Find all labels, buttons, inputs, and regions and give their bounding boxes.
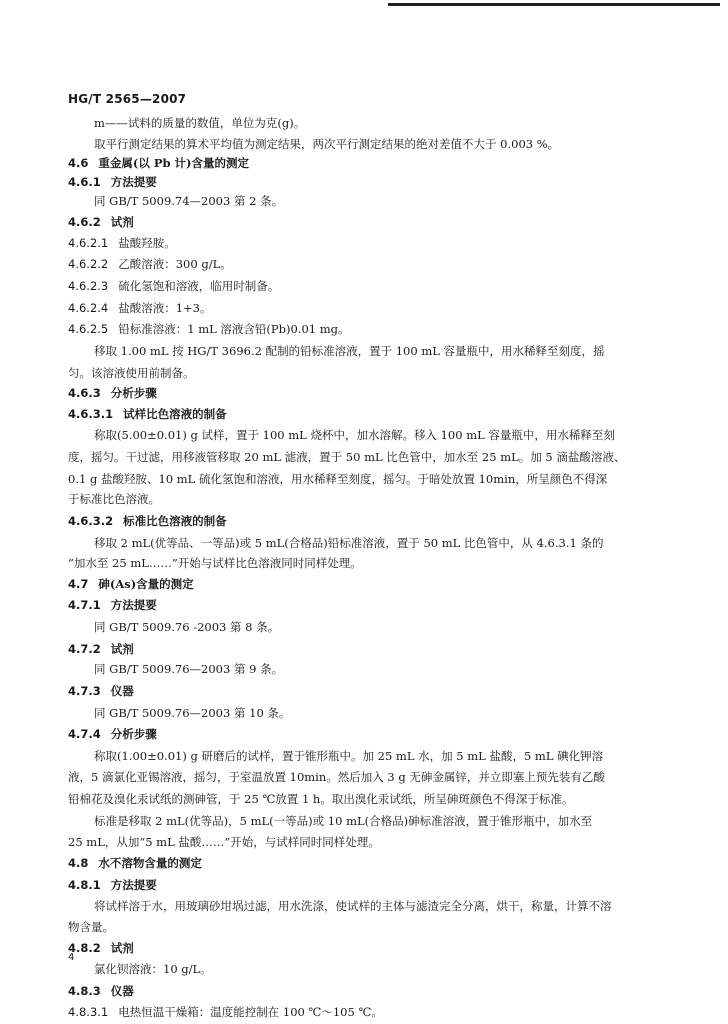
section-number: 4.7.3 — [68, 684, 101, 698]
section-heading — [68, 385, 157, 401]
paragraph-line — [94, 427, 615, 443]
line-text: 同 GB/T 5009.74—2003 第 2 条。 — [94, 194, 284, 208]
section-number: 4.6.2 — [68, 215, 101, 229]
page-number: 4 — [68, 952, 75, 963]
line-text: 物含量。 — [68, 920, 114, 934]
section-number: 4.6.2.1 — [68, 236, 109, 250]
line-text: 乙酸溶液：300 g/L。 — [118, 257, 232, 271]
line-text: 试剂 — [110, 941, 134, 955]
line-text: 试剂 — [110, 642, 134, 656]
section-heading — [68, 174, 157, 190]
paragraph-line — [68, 321, 350, 337]
section-heading — [68, 983, 134, 999]
section-heading — [68, 877, 157, 893]
paragraph-line — [94, 619, 279, 635]
paragraph-line — [94, 343, 605, 359]
section-number: 4.6.2.4 — [68, 301, 109, 315]
line-text: 盐酸溶液：1+3。 — [118, 301, 212, 315]
line-text: 方法提要 — [110, 878, 157, 892]
section-number: 4.6.2.5 — [68, 322, 109, 336]
line-text: 25 mL，从加“5 mL 盐酸……”开始，与试样同时同样处理。 — [68, 835, 380, 849]
line-text: 将试样溶于水，用玻璃砂坩埚过滤，用水洗涤，使试样的主体与滤渣完全分离，烘干，称量，计算不溶 — [94, 899, 612, 913]
line-text: 同 GB/T 5009.76—2003 第 9 条。 — [94, 662, 284, 676]
paragraph-line — [68, 471, 607, 487]
section-heading — [68, 855, 202, 871]
paragraph-line — [68, 278, 279, 294]
section-heading — [68, 214, 134, 230]
line-text: 称取(1.00±0.01) g 研磨后的试样，置于锥形瓶中。加 25 mL 水，加 5 mL 盐酸，5 mL 碘化钾溶 — [94, 749, 604, 763]
line-text: 重金属(以 Pb 计)含量的测定 — [98, 156, 249, 170]
paragraph-line — [68, 491, 160, 507]
line-text: 0.1 g 盐酸羟胺、10 mL 硫化氢饱和溶液，用水稀释至刻度，摇匀。于暗处放置 10min，所呈颜色不得深 — [68, 472, 608, 486]
line-text: 试剂 — [110, 215, 134, 229]
paragraph-line — [94, 535, 603, 551]
standard-code: HG/T 2565—2007 — [68, 92, 187, 106]
line-text: 移取 2 mL(优等品、一等品)或 5 mL(合格品)铅标准溶液，置于 50 mL 比色管中，从 4.6.3.1 条的 — [94, 536, 604, 550]
section-heading — [68, 513, 227, 529]
line-text: 铅标准溶液：1 mL 溶液含铅(Pb)0.01 mg。 — [118, 322, 350, 336]
paragraph-line — [94, 748, 603, 764]
line-text: 液，5 滴氯化亚锡溶液，摇匀，于室温放置 10min。然后加入 3 g 无砷金属锌，并立即塞上预先装有乙酸 — [68, 770, 605, 784]
line-text: “加水至 25 mL……”开始与试样比色溶液同时同样处理。 — [68, 556, 362, 570]
section-heading — [68, 726, 157, 742]
section-heading — [68, 641, 134, 657]
section-number: 4.8.3.1 — [68, 1005, 109, 1019]
line-text: 仪器 — [110, 984, 134, 998]
section-number: 4.6.1 — [68, 175, 101, 189]
line-text: 水不溶物含量的测定 — [98, 856, 202, 870]
line-text: 方法提要 — [110, 175, 157, 189]
line-text: 分析步骤 — [110, 386, 157, 400]
section-heading — [68, 406, 227, 422]
paragraph-line — [68, 256, 232, 272]
line-text: 分析步骤 — [110, 727, 157, 741]
paragraph-line — [94, 193, 283, 209]
line-text: 方法提要 — [110, 598, 157, 612]
paragraph-line — [68, 300, 212, 316]
line-text: 标准是移取 2 mL(优等品)，5 mL(一等品)或 10 mL(合格品)砷标准溶液，置于锥形瓶中，加水至 — [94, 814, 593, 828]
paragraph-line — [94, 136, 559, 152]
section-number: 4.8.3 — [68, 984, 101, 998]
paragraph-line — [68, 365, 195, 381]
line-text: 硫化氢饱和溶液，临用时制备。 — [118, 279, 280, 293]
paragraph-line — [94, 705, 290, 721]
paragraph-line — [68, 919, 114, 935]
paragraph-line — [94, 661, 283, 677]
section-number: 4.7.4 — [68, 727, 101, 741]
section-number: 4.6.3 — [68, 386, 101, 400]
line-text: 同 GB/T 5009.76 -2003 第 8 条。 — [94, 620, 280, 634]
paragraph-line — [68, 769, 605, 785]
section-number: 4.7.1 — [68, 598, 101, 612]
section-number: 4.7 — [68, 577, 89, 591]
paragraph-line — [94, 961, 212, 977]
section-number: 4.6.3.1 — [68, 407, 114, 421]
line-text: 度，摇匀。干过滤，用移液管移取 20 mL 滤液，置于 50 mL 比色管中，加水至 25 mL。加 5 滴盐酸溶液、 — [68, 450, 626, 464]
line-text: 砷(As)含量的测定 — [98, 577, 194, 591]
line-text: 同 GB/T 5009.76—2003 第 10 条。 — [94, 706, 291, 720]
paragraph-line — [68, 1004, 383, 1020]
section-heading — [68, 597, 157, 613]
line-text: m——试料的质量的数值，单位为克(g)。 — [94, 116, 306, 130]
section-heading — [68, 155, 249, 171]
line-text: 仪器 — [110, 684, 134, 698]
line-text: 盐酸羟胺。 — [118, 236, 176, 250]
section-heading — [68, 940, 134, 956]
paragraph-line — [68, 834, 380, 850]
line-text: 电热恒温干燥箱：温度能控制在 100 ℃～105 ℃。 — [118, 1005, 383, 1019]
section-number: 4.8 — [68, 856, 89, 870]
section-number: 4.8.1 — [68, 878, 101, 892]
paragraph-line — [68, 235, 176, 251]
line-text: 称取(5.00±0.01) g 试样，置于 100 mL 烧杯中，加水溶解。移入 100 mL 容量瓶中，用水稀释至刻 — [94, 428, 615, 442]
line-text: 氯化钡溶液：10 g/L。 — [94, 962, 212, 976]
paragraph-line — [68, 449, 625, 465]
line-text: 于标准比色溶液。 — [68, 492, 160, 506]
section-number: 4.6.2.2 — [68, 257, 109, 271]
line-text: 铅棉花及溴化汞试纸的测砷管，于 25 ℃放置 1 h。取出溴化汞试纸，所呈砷斑颜色不得深于标准。 — [68, 792, 574, 806]
line-text: 试样比色溶液的制备 — [123, 407, 227, 421]
header-rule — [388, 3, 720, 6]
section-number: 4.6.2.3 — [68, 279, 109, 293]
section-heading — [68, 576, 194, 592]
line-text: 取平行测定结果的算术平均值为测定结果，两次平行测定结果的绝对差值不大于 0.003 %。 — [94, 137, 560, 151]
line-text: 标准比色溶液的制备 — [123, 514, 227, 528]
section-number: 4.6.3.2 — [68, 514, 114, 528]
section-number: 4.7.2 — [68, 642, 101, 656]
paragraph-line — [94, 898, 612, 914]
paragraph-line — [94, 813, 592, 829]
paragraph-line — [68, 791, 573, 807]
line-text: 移取 1.00 mL 按 HG/T 3696.2 配制的铅标准溶液，置于 100 mL 容量瓶中，用水稀释至刻度，摇 — [94, 344, 605, 358]
section-number: 4.6 — [68, 156, 89, 170]
paragraph-line — [68, 555, 362, 571]
section-number: 4.8.2 — [68, 941, 101, 955]
section-heading — [68, 683, 134, 699]
line-text: 匀。该溶液使用前制备。 — [68, 366, 195, 380]
paragraph-line — [94, 115, 305, 131]
